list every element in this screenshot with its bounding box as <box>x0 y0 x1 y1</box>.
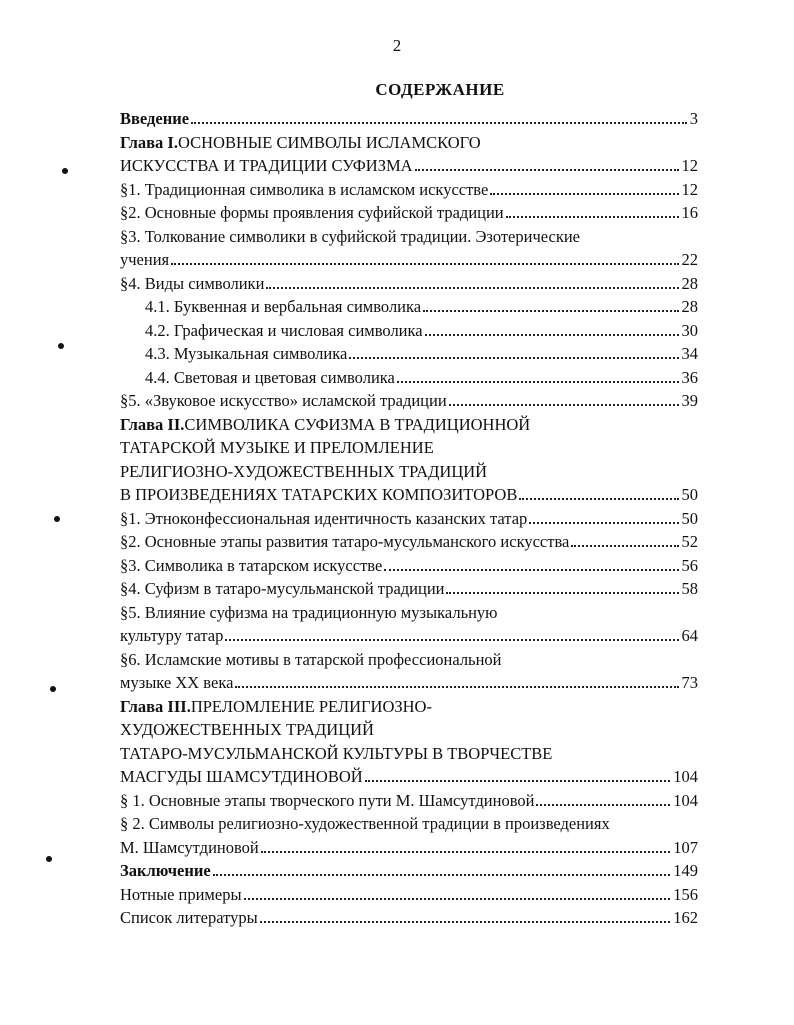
toc-entry <box>120 250 698 274</box>
toc-entry <box>120 861 698 885</box>
toc-entry-label: §2. Основные этапы развития татаро-мусульманского искусства <box>120 532 570 551</box>
toc-entry-label: §4. Суфизм в татаро-мусульманской традиции <box>120 579 445 598</box>
page-number: 2 <box>392 36 402 55</box>
toc-entry <box>120 274 698 298</box>
toc-entry <box>120 391 698 415</box>
toc-entry-label: ХУДОЖЕСТВЕННЫХ ТРАДИЦИЙ <box>120 720 374 739</box>
toc-chapter-number: Глава II. <box>120 414 185 434</box>
dot-leader <box>191 122 687 124</box>
toc-entry-label: §6. Исламские мотивы в татарской профессиональной <box>120 649 502 669</box>
toc-entry <box>120 697 698 721</box>
toc-entry <box>120 297 698 321</box>
toc-entry <box>120 744 698 768</box>
toc-entry-label: § 2. Символы религиозно-художественной традиции в произведениях <box>120 814 610 833</box>
toc-entry-label: 4.1. Буквенная и вербальная символика <box>145 297 422 316</box>
toc-entry <box>120 321 698 345</box>
toc-page-number: 16 <box>681 203 698 222</box>
dot-leader <box>171 263 678 265</box>
toc-page-number: 104 <box>673 790 698 810</box>
toc-entry-label: учения <box>120 250 170 269</box>
dot-leader <box>261 851 671 853</box>
dot-leader <box>266 287 678 289</box>
toc-page-number: 34 <box>681 344 698 363</box>
dot-leader <box>571 545 678 547</box>
toc-entry-label: ОСНОВНЫЕ СИМВОЛЫ ИСЛАМСКОГО <box>177 132 481 152</box>
toc-page-number: 56 <box>681 555 698 575</box>
toc-entry-label: ТАТАРСКОЙ МУЗЫКЕ И ПРЕЛОМЛЕНИЕ <box>120 438 434 457</box>
toc-entry <box>120 368 698 392</box>
toc-page-number: 107 <box>673 837 698 857</box>
dot-leader <box>529 522 678 524</box>
toc-entry-label: СИМВОЛИКА СУФИЗМА В ТРАДИЦИОННОЙ <box>184 414 531 434</box>
toc-page-number: 39 <box>681 391 698 410</box>
toc-page-number: 58 <box>681 579 698 598</box>
toc-entry <box>120 415 698 439</box>
toc-entry <box>120 673 698 697</box>
toc-entry-label: 4.3. Музыкальная символика <box>145 344 348 363</box>
toc-page-number: 28 <box>681 297 698 316</box>
toc-entry <box>120 227 698 251</box>
scan-speck <box>50 686 56 692</box>
toc-entry <box>120 556 698 580</box>
toc-page-number: 28 <box>681 273 698 293</box>
toc-entry-label: § 1. Основные этапы творческого пути М. Шамсутдиновой <box>120 790 535 810</box>
toc-entry <box>120 626 698 650</box>
toc-entry-label: §5. «Звуковое искусство» исламской традиции <box>120 391 447 410</box>
toc-entry-label: §1. Традиционная символика в исламском искусстве <box>120 179 489 199</box>
toc-entry <box>120 344 698 368</box>
toc-entry-label: ТАТАРО-МУСУЛЬМАНСКОЙ КУЛЬТУРЫ В ТВОРЧЕСТВЕ <box>120 743 553 763</box>
toc-entry <box>120 838 698 862</box>
toc-entry-label: §3. Символика в татарском искусстве <box>120 555 383 575</box>
scan-speck <box>54 516 60 522</box>
toc-page-number: 149 <box>673 861 698 880</box>
toc-entry-label: §2. Основные формы проявления суфийской традиции <box>120 203 504 222</box>
toc-entry-label: §4. Виды символики <box>120 273 265 293</box>
dot-leader <box>213 874 671 876</box>
toc-entry <box>120 720 698 744</box>
toc-page-number: 30 <box>681 320 698 340</box>
toc-page-number: 50 <box>681 508 698 528</box>
dot-leader <box>506 216 679 218</box>
toc-entry-label: Введение <box>120 109 190 128</box>
toc-entry <box>120 509 698 533</box>
toc-page-number: 3 <box>689 109 698 128</box>
scan-speck <box>46 856 52 862</box>
toc-entry-label: Список литературы <box>120 908 258 927</box>
toc-entry <box>120 532 698 556</box>
toc-page-number: 12 <box>681 156 698 175</box>
dot-leader <box>449 404 679 406</box>
dot-leader <box>446 592 678 594</box>
dot-leader <box>365 780 671 782</box>
dot-leader <box>425 334 679 336</box>
table-of-contents <box>120 109 698 932</box>
toc-chapter-number: Глава I. <box>120 132 178 152</box>
toc-entry-label: 4.2. Графическая и числовая символика <box>145 320 423 340</box>
toc-page-number: 162 <box>673 908 698 927</box>
toc-page-number: 22 <box>681 250 698 269</box>
toc-entry-label: культуру татар <box>120 626 224 645</box>
toc-page-number: 104 <box>673 767 698 786</box>
toc-entry <box>120 908 698 932</box>
toc-entry-label: 4.4. Световая и цветовая символика <box>145 367 395 387</box>
toc-entry <box>120 109 698 133</box>
toc-page-number: 50 <box>681 485 698 504</box>
toc-entry <box>120 180 698 204</box>
toc-entry <box>120 156 698 180</box>
scan-speck <box>62 168 68 174</box>
toc-page-number: 64 <box>681 626 698 645</box>
dot-leader <box>423 310 678 312</box>
toc-entry <box>120 485 698 509</box>
dot-leader <box>490 193 678 195</box>
dot-leader <box>415 169 679 171</box>
toc-entry <box>120 650 698 674</box>
toc-entry-label: музыке XX века <box>120 673 234 692</box>
toc-page-number: 12 <box>681 179 698 199</box>
dot-leader <box>536 804 670 806</box>
toc-entry <box>120 791 698 815</box>
toc-page-number: 156 <box>673 884 698 904</box>
dot-leader <box>235 686 678 688</box>
toc-page-number: 36 <box>681 367 698 387</box>
toc-entry-label: М. Шамсутдиновой <box>120 837 259 857</box>
toc-entry <box>120 885 698 909</box>
toc-entry-label: МАСГУДЫ ШАМСУТДИНОВОЙ <box>120 767 363 786</box>
toc-entry <box>120 814 698 838</box>
toc-entry <box>120 133 698 157</box>
dot-leader <box>397 381 679 383</box>
toc-entry-label: В ПРОИЗВЕДЕНИЯХ ТАТАРСКИХ КОМПОЗИТОРОВ <box>120 485 518 504</box>
toc-entry-label: ИСКУССТВА И ТРАДИЦИИ СУФИЗМА <box>120 156 413 175</box>
dot-leader <box>519 498 678 500</box>
toc-entry <box>120 462 698 486</box>
scan-speck <box>58 343 64 349</box>
toc-entry-label: ПРЕЛОМЛЕНИЕ РЕЛИГИОЗНО- <box>190 696 432 716</box>
toc-entry <box>120 438 698 462</box>
toc-page-number: 52 <box>681 532 698 551</box>
toc-entry-label: §5. Влияние суфизма на традиционную музыкальную <box>120 602 498 622</box>
toc-entry <box>120 579 698 603</box>
toc-entry-label: §1. Этноконфессиональная идентичность казанских татар <box>120 508 528 528</box>
dot-leader <box>244 898 671 900</box>
dot-leader <box>349 357 678 359</box>
toc-page-number: 73 <box>681 673 698 692</box>
dot-leader <box>225 639 678 641</box>
toc-entry-label: §3. Толкование символики в суфийской традиции. Эзотерические <box>120 226 580 246</box>
toc-entry <box>120 603 698 627</box>
toc-entry-label: Заключение <box>120 861 211 880</box>
dot-leader <box>384 569 678 571</box>
toc-chapter-number: Глава III. <box>120 696 191 716</box>
toc-entry-label: РЕЛИГИОЗНО-ХУДОЖЕСТВЕННЫХ ТРАДИЦИЙ <box>120 461 488 481</box>
toc-entry <box>120 767 698 791</box>
toc-entry-label: Нотные примеры <box>120 884 242 904</box>
page-title: СОДЕРЖАНИЕ <box>375 80 505 99</box>
toc-entry <box>120 203 698 227</box>
dot-leader <box>260 921 671 923</box>
